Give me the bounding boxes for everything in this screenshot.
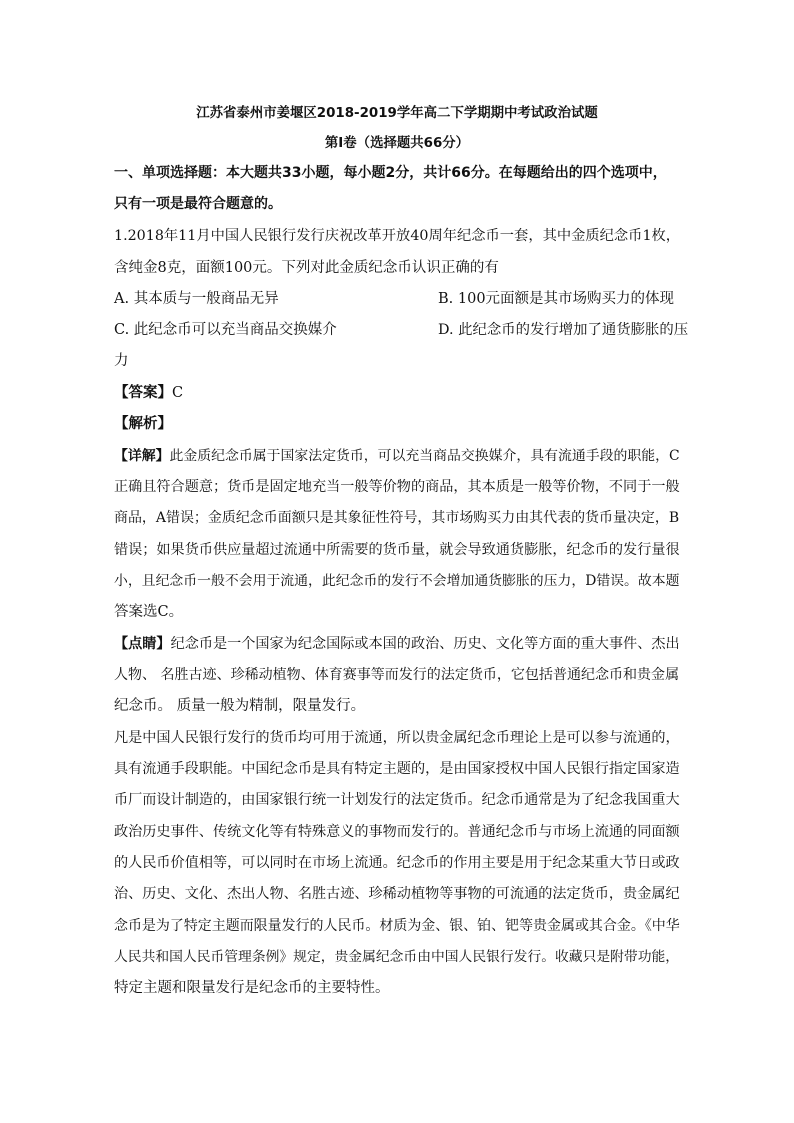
tip-line-3: 纪念币。 质量一般为精制，限量发行。 bbox=[114, 698, 366, 714]
detail-line-2: 正确且符合题意；货币是固定地充当一般等价物的商品，其本质是一般等价物，不同于一般 bbox=[114, 479, 680, 495]
answer-label: 【答案】 bbox=[114, 385, 172, 401]
option-c: C. 此纪念币可以充当商品交换媒介 bbox=[114, 322, 337, 338]
option-b: B. 100元面额是其市场购买力的体现 bbox=[438, 291, 675, 307]
option-a: A. 其本质与一般商品无异 bbox=[114, 291, 279, 307]
paragraph-line-3: 币厂而设计制造的，由国家银行统一计划发行的法定货币。纪念币通常是为了纪念我国重大 bbox=[114, 792, 680, 808]
paragraph-line-7: 念币是为了特定主题而限量发行的人民币。材质为金、银、铂、钯等贵金属或其合金。《中华 bbox=[114, 918, 680, 934]
paragraph-line-4: 政治历史事件、传统文化等有特殊意义的事物而发行的。普通纪念币与市场上流通的同面额 bbox=[114, 824, 680, 840]
exam-part-heading: 第Ⅰ卷（选择题共66分） bbox=[324, 136, 470, 151]
analysis-label bbox=[114, 414, 172, 434]
answer-line bbox=[114, 383, 183, 403]
detail-line-5: 小，且纪念币一般不会用于流通，此纪念币的发行不会增加通货膨胀的压力，D错误。故本题 bbox=[114, 573, 680, 589]
paragraph-line-9: 特定主题和限量发行是纪念币的主要特性。 bbox=[114, 980, 390, 996]
detail-label: 【详解】 bbox=[114, 448, 170, 464]
tip-label: 【点睛】 bbox=[114, 636, 171, 652]
option-d: D. 此纪念币的发行增加了通货膨胀的压 bbox=[438, 322, 689, 338]
tip-text-1: 纪念币是一个国家为纪念国际或本国的政治、历史、文化等方面的重大事件、杰出 bbox=[170, 636, 680, 652]
section-heading-line-1: 一、单项选择题：本大题共33小题，每小题2分，共计66分。在每题给出的四个选项中， bbox=[114, 165, 667, 181]
paragraph-line-6: 治、历史、文化、杰出人物、名胜古迹、珍稀动植物等事物的可流通的法定货币，贵金属纪 bbox=[114, 886, 680, 902]
detail-line-1 bbox=[114, 446, 680, 466]
tip-line-1 bbox=[114, 634, 680, 654]
paragraph-line-8: 人民共和国人民币管理条例》规定，贵金属纪念币由中国人民银行发行。收藏只是附带功能， bbox=[114, 949, 680, 965]
question-1-line-2: 含纯金8克，面额100元。下列对此金质纪念币认识正确的有 bbox=[114, 260, 499, 276]
tip-line-2: 人物、 名胜古迹、珍稀动植物、体育赛事等而发行的法定货币，它包括普通纪念币和贵金属 bbox=[114, 667, 680, 683]
section-heading-line-2: 只有一项是最符合题意的。 bbox=[114, 196, 282, 212]
page-title: 江苏省泰州市姜堰区2018-2019学年高二下学期期中考试政治试题 bbox=[196, 106, 598, 121]
answer-value: C bbox=[172, 385, 184, 401]
option-d-continuation: 力 bbox=[114, 353, 129, 369]
analysis-label-text: 【解析】 bbox=[114, 416, 172, 432]
paragraph-line-2: 具有流通手段职能。中国纪念币是具有特定主题的，是由国家授权中国人民银行指定国家造 bbox=[114, 761, 680, 777]
detail-line-3: 商品，A错误；金质纪念币面额只是其象征性符号，其市场购买力由其代表的货币量决定，B bbox=[114, 510, 680, 526]
question-1-line-1: 1.2018年11月中国人民银行发行庆祝改革开放40周年纪念币一套，其中金质纪念币1枚， bbox=[114, 228, 681, 244]
detail-text-1: 此金质纪念币属于国家法定货币，可以充当商品交换媒介，具有流通手段的职能，C bbox=[169, 448, 680, 464]
paragraph-line-1: 凡是中国人民银行发行的货币均可用于流通，所以贵金属纪念币理论上是可以参与流通的， bbox=[114, 730, 680, 746]
detail-line-6: 答案选C。 bbox=[114, 604, 184, 620]
paragraph-line-5: 的人民币价值相等，可以同时在市场上流通。纪念币的作用主要是用于纪念某重大节日或政 bbox=[114, 855, 680, 871]
detail-line-4: 错误；如果货币供应量超过流通中所需要的货币量，就会导致通货膨胀，纪念币的发行量很 bbox=[114, 542, 680, 558]
